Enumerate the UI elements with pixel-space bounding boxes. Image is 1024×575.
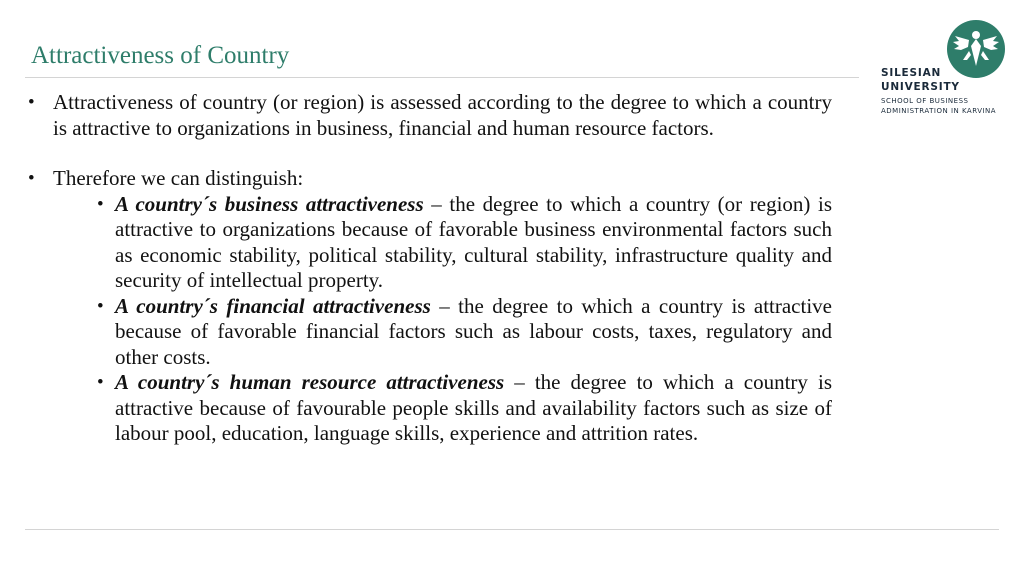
definition-financial: – the degree to which a country is attractive because of favorable financial factors such as labour costs, taxes, regulatory and other costs. bbox=[115, 293, 832, 369]
term-business: A country´s business attractiveness bbox=[115, 191, 424, 216]
slide-body bbox=[28, 90, 832, 447]
term-human-resource: A country´s human resource attractiveness bbox=[115, 370, 505, 394]
sub-bullet-dot: • bbox=[97, 295, 104, 317]
footer-divider bbox=[25, 529, 999, 530]
sub-bullet-list bbox=[97, 191, 833, 447]
bullet-dot: • bbox=[28, 92, 35, 113]
sub-bullet-dot: • bbox=[97, 372, 104, 393]
term-financial: A country´s financial attractiveness bbox=[115, 293, 431, 318]
bullet-dot: • bbox=[28, 168, 35, 189]
title-divider bbox=[25, 77, 859, 78]
bullet-intro-text: Attractiveness of country (or region) is assessed according to the degree to which a country is attractive to organizations in business, financial and human resource factors. bbox=[53, 90, 832, 140]
logo-school-line2: ADMINISTRATION IN KARVINA bbox=[881, 107, 997, 115]
bullet-lead-text: Therefore we can distinguish: bbox=[53, 166, 304, 190]
sub-bullet-business bbox=[97, 191, 833, 294]
sub-bullet-financial bbox=[97, 293, 832, 371]
definition-human-resource: – the degree to which a country is attractive because of favourable people skills and availability factors such as size of labour pool, education, language skills, experience and attrition rates. bbox=[115, 370, 832, 445]
logo-university-name-line2: UNIVERSITY bbox=[881, 81, 960, 93]
logo-school-line1: SCHOOL OF BUSINESS bbox=[881, 97, 969, 105]
sub-bullet-human-resource bbox=[97, 370, 832, 447]
logo-university-name-line1: SILESIAN bbox=[881, 67, 942, 79]
sub-bullet-dot: • bbox=[97, 193, 104, 215]
bullet-intro bbox=[28, 90, 832, 141]
bullet-lead bbox=[28, 166, 832, 192]
definition-business: – the degree to which a country (or region) is attractive to organizations because of favorable business environmental factors such as economic stability, political stability, cultural stability, infrastructure quality and security of intellectual property. bbox=[115, 191, 833, 292]
slide-title: Attractiveness of Country bbox=[31, 42, 290, 69]
